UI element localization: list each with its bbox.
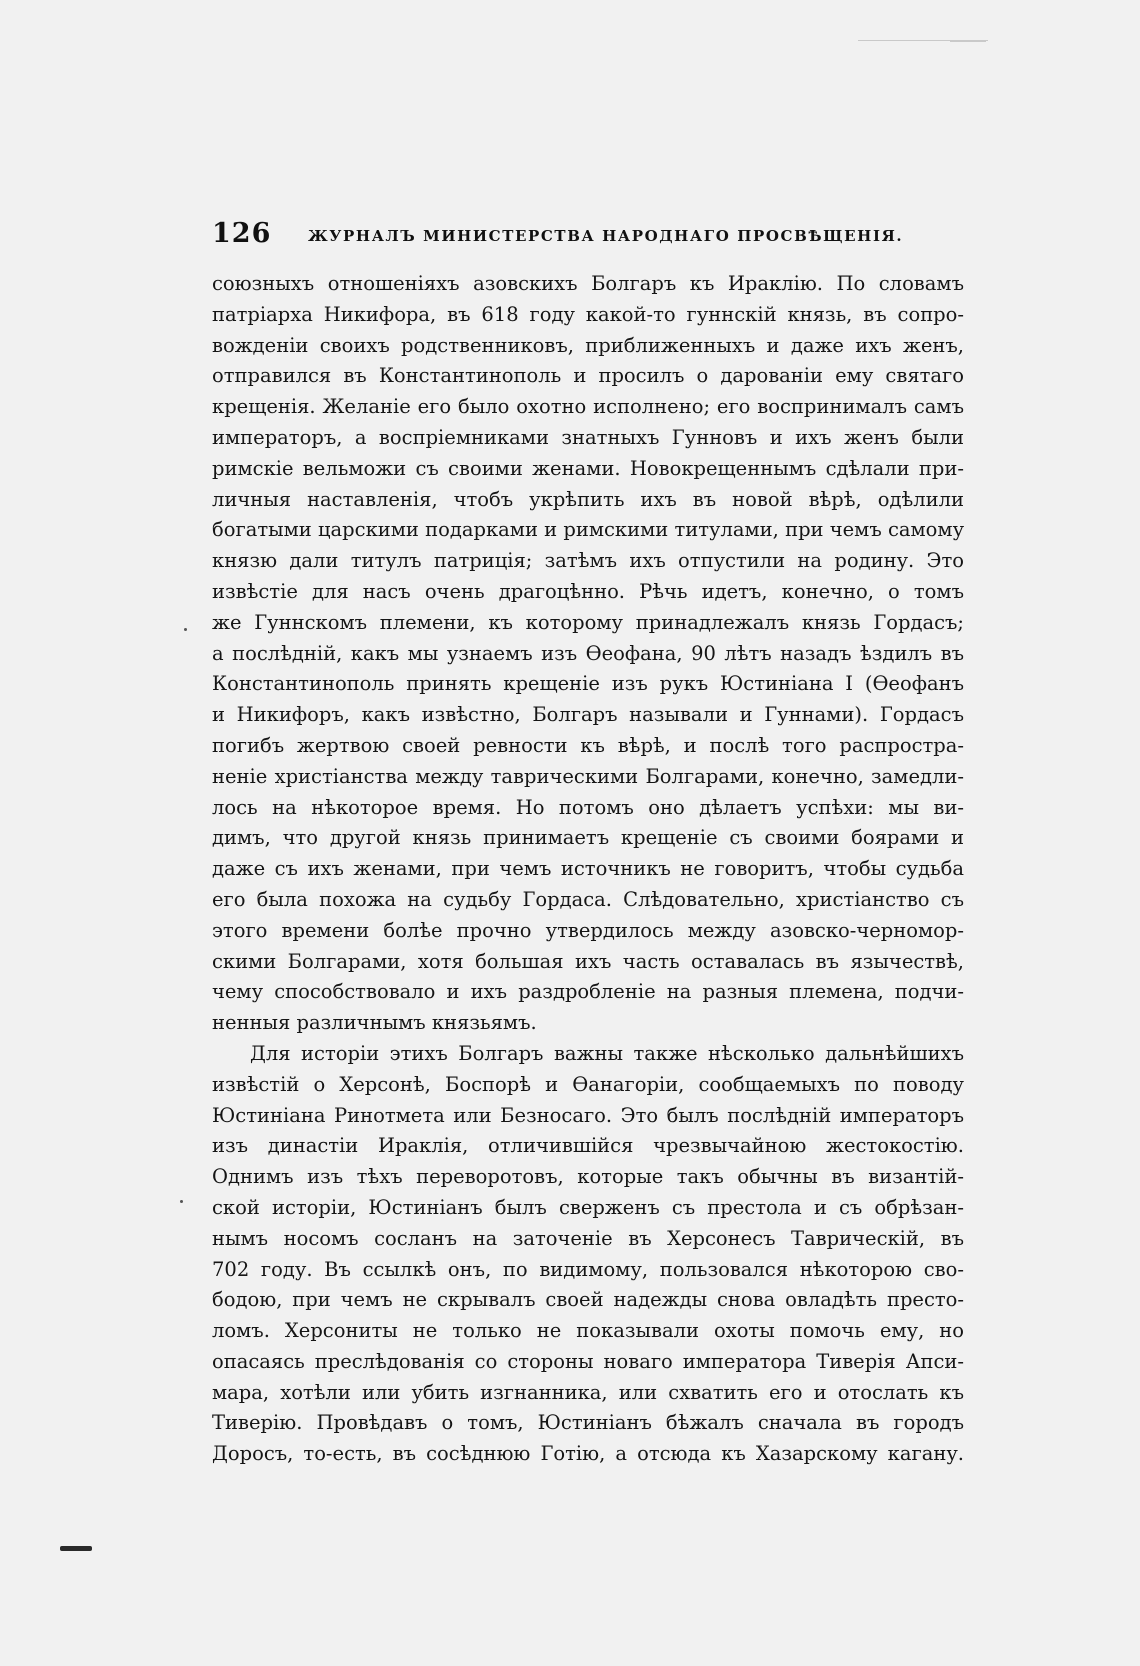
text-line: ненныя различнымъ князьямъ. bbox=[212, 1011, 537, 1035]
paragraph bbox=[212, 269, 964, 1039]
text-line: мара, хотѣли или убить изгнанника, или схватить его и отослать къ bbox=[212, 1380, 964, 1404]
text-line: погибъ жертвою своей ревности къ вѣрѣ, и послѣ того распростра- bbox=[212, 733, 964, 757]
text-line: нымъ носомъ сосланъ на заточеніе въ Херсонесъ Таврическій, въ bbox=[212, 1226, 964, 1250]
page-number: 126 bbox=[212, 218, 272, 249]
paragraph bbox=[212, 1039, 964, 1470]
text-line: императоръ, а воспріемниками знатныхъ Гунновъ и ихъ женъ были bbox=[212, 425, 964, 449]
text-line: отправился въ Константинополь и просилъ о дарованіи ему святаго bbox=[212, 364, 964, 388]
text-line: богатыми царскими подарками и римскими титулами, при чемъ самому bbox=[212, 518, 964, 542]
text-line: Однимъ изъ тѣхъ переворотовъ, которые такъ обычны въ византій- bbox=[212, 1165, 964, 1189]
text-line: неніе христіанства между таврическими Болгарами, конечно, замедли- bbox=[212, 764, 964, 788]
text-line: Константинополь принять крещеніе изъ рукъ Юстиніана I (Ѳеофанъ bbox=[212, 672, 964, 696]
margin-dash-mark bbox=[60, 1546, 92, 1551]
text-line: вожденіи своихъ родственниковъ, приближенныхъ и даже ихъ женъ, bbox=[212, 333, 964, 357]
text-line: бодою, при чемъ не скрывалъ своей надежды снова овладѣть престо- bbox=[212, 1288, 964, 1312]
text-line: князю дали титулъ патриція; затѣмъ ихъ отпустили на родину. Это bbox=[212, 549, 964, 573]
text-line: ской исторіи, Юстиніанъ былъ сверженъ съ престола и съ обрѣзан- bbox=[212, 1195, 964, 1219]
text-line: 702 году. Въ ссылкѣ онъ, по видимому, пользовался нѣкоторою сво- bbox=[212, 1257, 964, 1281]
text-line: извѣстій о Херсонѣ, Боспорѣ и Ѳанагоріи, сообщаемыхъ по поводу bbox=[212, 1072, 964, 1096]
corner-rule-mark-short bbox=[950, 41, 986, 42]
text-line: опасаясь преслѣдованія со стороны новаго императора Тиверія Апси- bbox=[212, 1349, 964, 1373]
text-line: скими Болгарами, хотя большая ихъ часть оставалась въ язычествѣ, bbox=[212, 949, 964, 973]
body-text bbox=[212, 269, 964, 1470]
text-line: чему способствовало и ихъ раздробленіе на разныя племена, подчи- bbox=[212, 980, 964, 1004]
text-line: патріарха Никифора, въ 618 году какой-то гуннскій князь, въ сопро- bbox=[212, 302, 964, 326]
page-header bbox=[212, 218, 964, 252]
ink-speck bbox=[180, 1200, 183, 1203]
text-line: а послѣдній, какъ мы узнаемъ изъ Ѳеофана, 90 лѣтъ назадъ ѣздилъ въ bbox=[212, 641, 964, 665]
text-line: изъ династіи Ираклія, отличившійся чрезвычайною жестокостію. bbox=[212, 1134, 964, 1158]
text-line: димъ, что другой князь принимаетъ крещеніе съ своими боярами и bbox=[212, 826, 964, 850]
text-line: его была похожа на судьбу Гордаса. Слѣдовательно, христіанство съ bbox=[212, 887, 964, 911]
text-line: союзныхъ отношеніяхъ азовскихъ Болгаръ къ Ираклію. По словамъ bbox=[212, 272, 964, 295]
text-line: лось на нѣкоторое время. Но потомъ оно дѣлаетъ успѣхи: мы ви- bbox=[212, 795, 964, 819]
text-line: Юстиніана Ринотмета или Безносаго. Это былъ послѣдній императоръ bbox=[212, 1103, 964, 1127]
text-line: этого времени болѣе прочно утвердилось между азовско-черномор- bbox=[212, 918, 964, 942]
text-line: и Никифоръ, какъ извѣстно, Болгаръ называли и Гуннами). Гордасъ bbox=[212, 703, 964, 727]
ink-speck bbox=[184, 628, 187, 631]
text-line: извѣстіе для насъ очень драгоцѣнно. Рѣчь идетъ, конечно, о томъ bbox=[212, 579, 964, 603]
text-line: ломъ. Херсониты не только не показывали охоты помочь ему, но bbox=[212, 1319, 964, 1343]
text-line: римскіе вельможи съ своими женами. Новокрещеннымъ сдѣлали при- bbox=[212, 456, 964, 480]
text-line: Доросъ, то-есть, въ сосѣднюю Готію, а отсюда къ Хазарскому кагану. bbox=[212, 1442, 964, 1466]
text-line: Для исторіи этихъ Болгаръ важны также нѣсколько дальнѣйшихъ bbox=[250, 1041, 964, 1065]
text-line: даже съ ихъ женами, при чемъ источникъ не говоритъ, чтобы судьба bbox=[212, 857, 964, 881]
text-line: Тиверію. Провѣдавъ о томъ, Юстиніанъ бѣжалъ сначала въ городъ bbox=[212, 1411, 964, 1435]
text-line: крещенія. Желаніе его было охотно исполнено; его воспринималъ самъ bbox=[212, 395, 964, 419]
running-title: ЖУРНАЛЪ МИНИСТЕРСТВА НАРОДНАГО ПРОСВѢЩЕНІЯ. bbox=[308, 227, 904, 245]
text-line: же Гуннскомъ племени, къ которому принадлежалъ князь Гордасъ; bbox=[212, 610, 964, 634]
text-line: личныя наставленія, чтобъ укрѣпить ихъ въ новой вѣрѣ, одѣлили bbox=[212, 487, 964, 511]
